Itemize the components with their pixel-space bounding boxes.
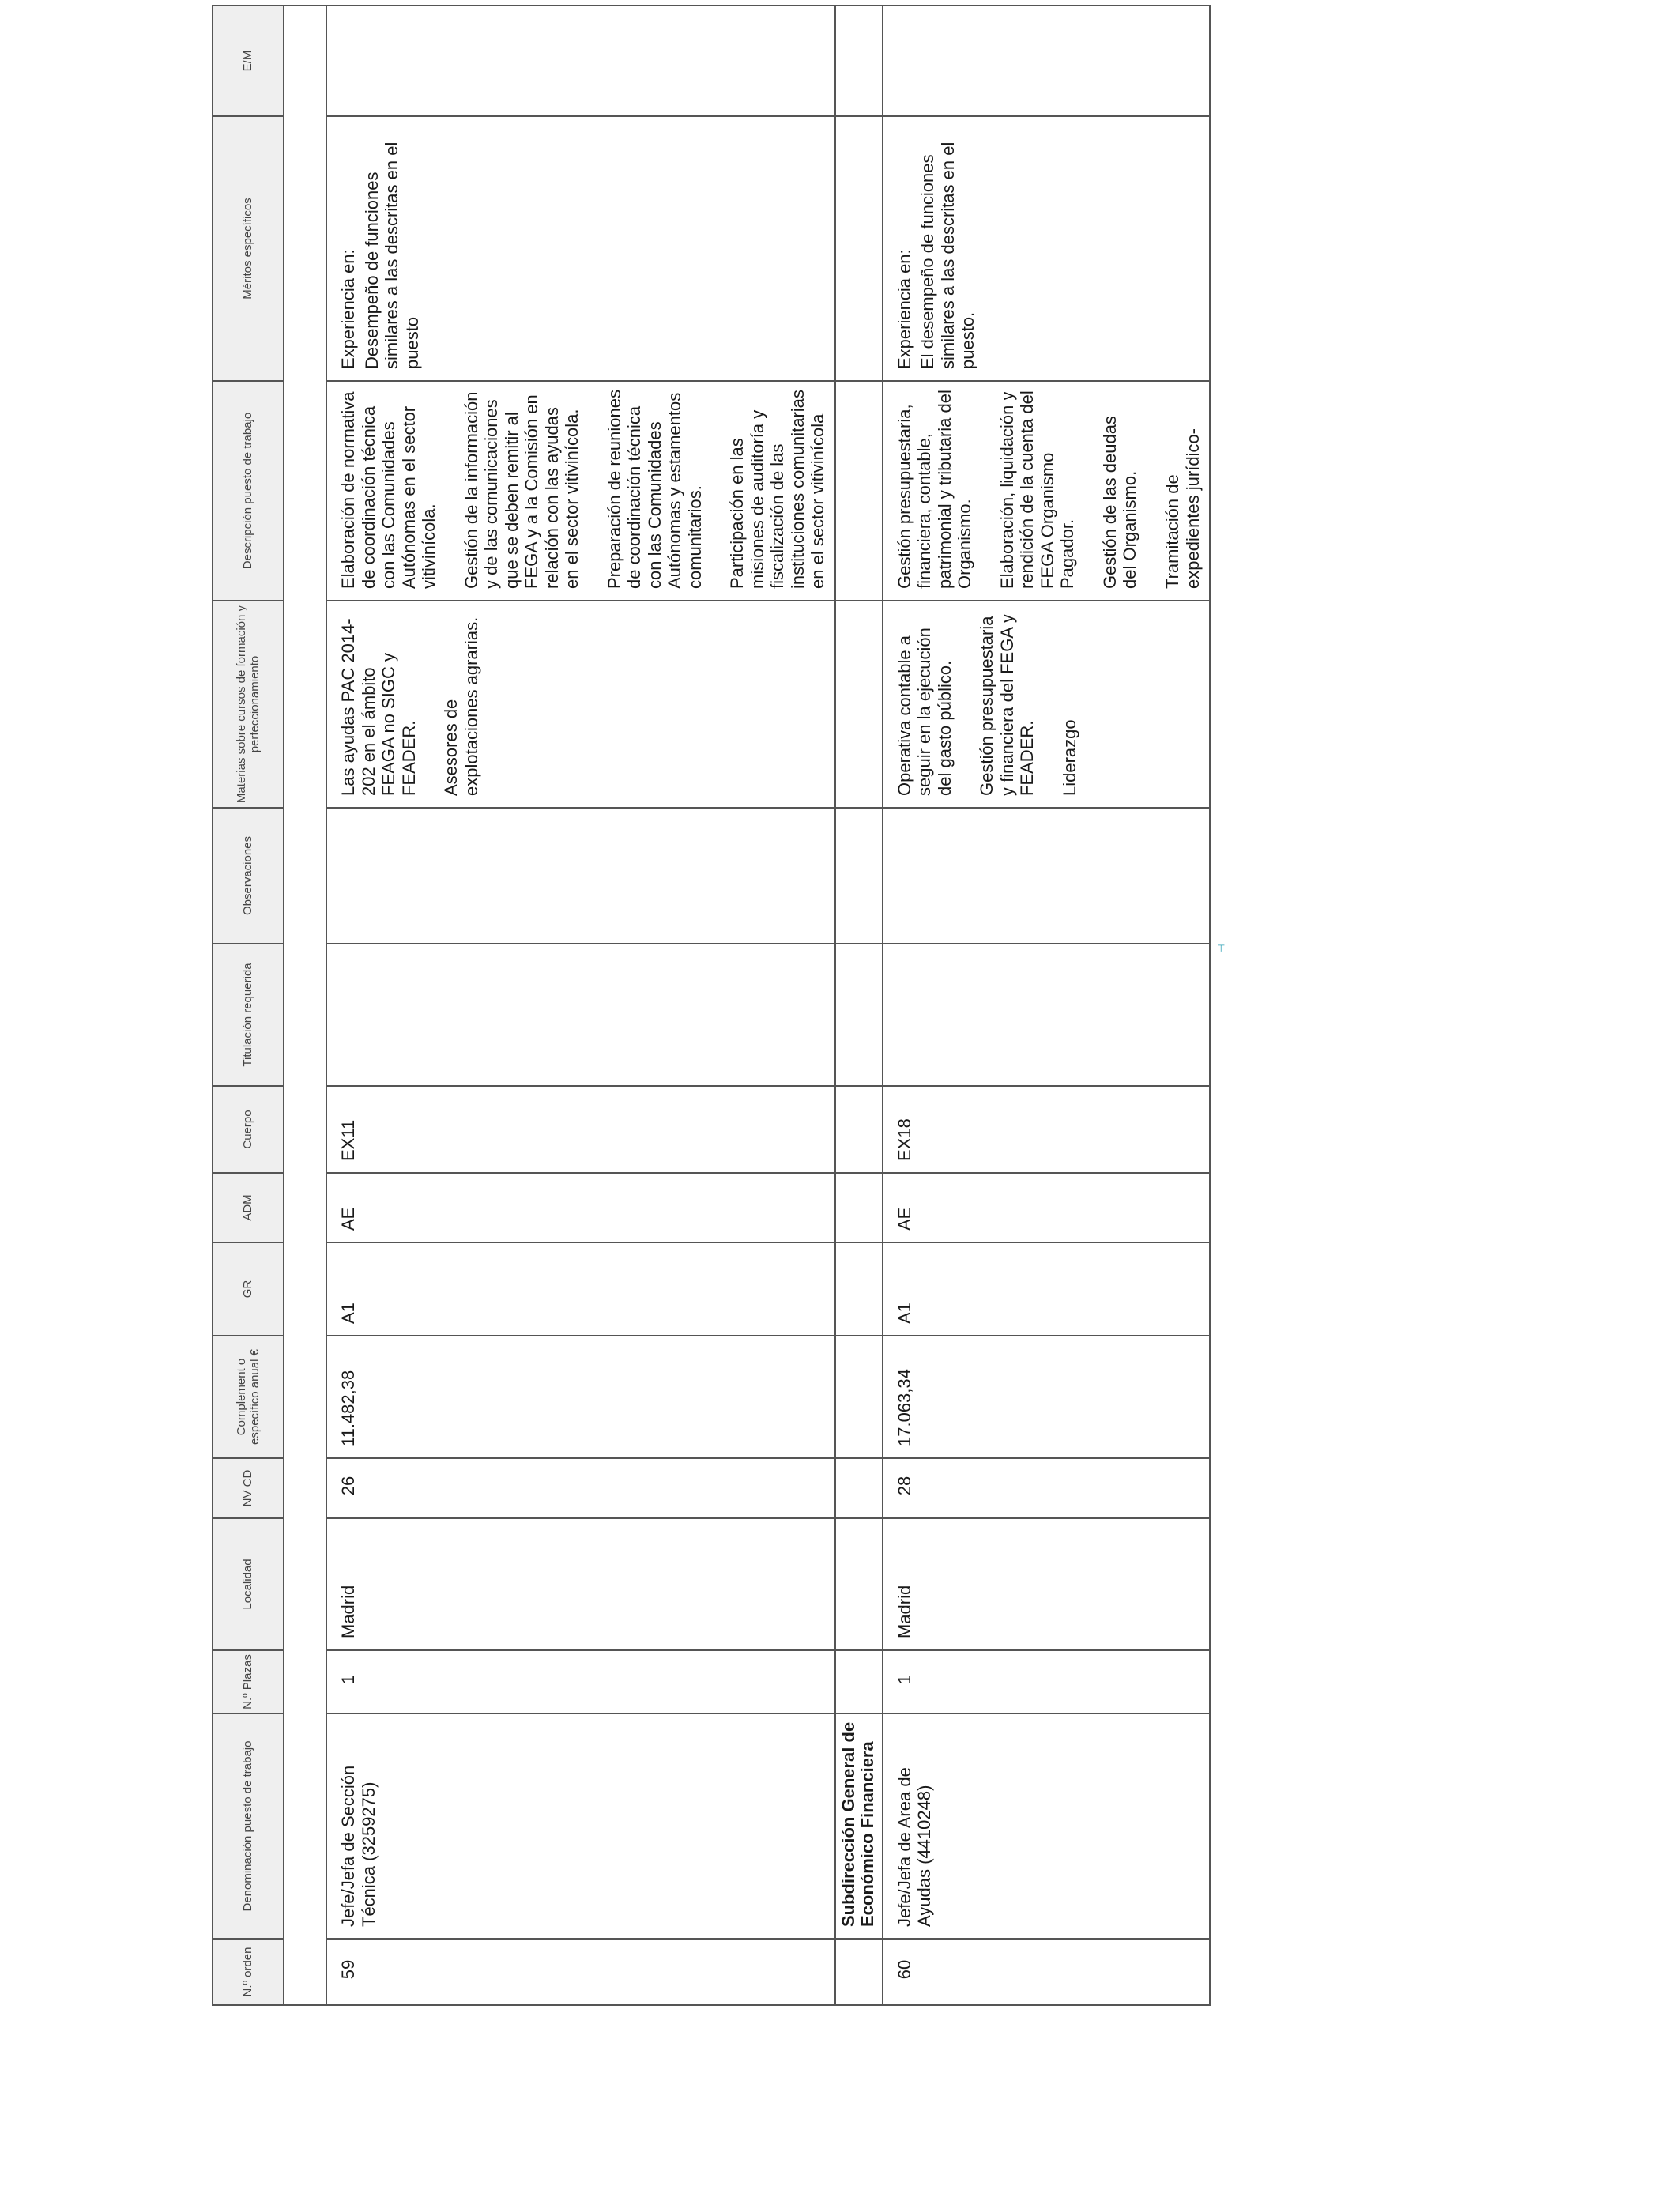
spacer-cell — [284, 6, 326, 2005]
cell-materias — [883, 601, 1210, 808]
table-row — [326, 6, 835, 2005]
materias-item: Las ayudas PAC 2014-202 en el ámbito FEAGA no SIGC y FEADER. — [338, 618, 419, 796]
cell-denominacion: Jefe/Jefa de Area de Ayudas (4410248) — [883, 1713, 1210, 1939]
cell-nvcd: 28 — [883, 1458, 1210, 1518]
cell-observaciones — [883, 808, 1210, 944]
header-observaciones: Observaciones — [213, 808, 284, 944]
section-empty-cell — [835, 1336, 883, 1458]
cell-em — [326, 6, 835, 116]
section-empty-cell — [835, 1650, 883, 1713]
cell-plazas: 1 — [883, 1650, 1210, 1713]
descripcion-item: Elaboración, liquidación y rendición de la cuenta del FEGA Organismo Pagador. — [996, 390, 1078, 589]
section-empty-cell — [835, 601, 883, 808]
header-meritos: Méritos específicos — [213, 116, 284, 381]
cell-orden: 60 — [883, 1939, 1210, 2005]
section-empty-cell — [835, 1086, 883, 1173]
scan-mark-icon: ⊤ — [1217, 943, 1226, 954]
header-localidad: Localidad — [213, 1518, 284, 1650]
header-gr: GR — [213, 1242, 284, 1336]
section-title-cell — [835, 1713, 883, 1939]
descripcion-item: Gestión de las deudas del Organismo. — [1099, 416, 1140, 589]
rotated-table-container — [212, 6, 1506, 2006]
cell-denominacion: Jefe/Jefa de Sección Técnica (3259275) — [326, 1713, 835, 1939]
cell-gr: A1 — [326, 1242, 835, 1336]
section-empty-cell — [835, 808, 883, 944]
section-empty-cell — [835, 1242, 883, 1336]
section-empty-cell — [835, 6, 883, 116]
cell-meritos — [883, 116, 1210, 381]
section-empty-cell — [835, 1518, 883, 1650]
section-empty-cell — [835, 1173, 883, 1242]
header-em: E/M — [213, 6, 284, 116]
job-positions-table — [212, 5, 1211, 2006]
section-empty-cell — [835, 944, 883, 1086]
cell-localidad: Madrid — [326, 1518, 835, 1650]
cell-titulacion — [326, 944, 835, 1086]
section-title: Subdirección General de Económico Financiera — [838, 1721, 878, 1927]
section-row — [835, 6, 883, 2005]
cell-titulacion — [883, 944, 1210, 1086]
table-row — [883, 6, 1210, 2005]
section-orden-cell — [835, 1939, 883, 2005]
descripcion-item: Gestión de la información y de las comunicaciones que se deben remitir al FEGA y a la Comisión en relación con las ayudas en el sector vitivinícola. — [461, 391, 582, 589]
meritos-heading: Experiencia en: — [894, 249, 914, 369]
cell-complemento: 11.482,38 — [326, 1336, 835, 1458]
cell-localidad: Madrid — [883, 1518, 1210, 1650]
materias-item: Liderazgo — [1059, 719, 1079, 796]
descripcion-item: Preparación de reuniones de coordinación técnica con las Comunidades Autónomas y estamentos comunitarios. — [604, 390, 705, 589]
header-complemento: Complement o específico anual € — [213, 1336, 284, 1458]
cell-meritos — [326, 116, 835, 381]
meritos-heading: Experiencia en: — [338, 249, 358, 369]
cell-plazas: 1 — [326, 1650, 835, 1713]
descripcion-item: Tramitación de expedientes jurídico- — [1162, 428, 1203, 589]
cell-orden: 59 — [326, 1939, 835, 2005]
section-empty-cell — [835, 1458, 883, 1518]
header-adm: ADM — [213, 1173, 284, 1242]
meritos-line: Desempeño de funciones similares a las descritas en el puesto — [361, 141, 422, 369]
materias-item: Operativa contable a seguir en la ejecución del gasto público. — [894, 628, 955, 796]
cell-cuerpo: EX11 — [326, 1086, 835, 1173]
header-plazas: N.º Plazas — [213, 1650, 284, 1713]
cell-adm: AE — [326, 1173, 835, 1242]
cell-cuerpo: EX18 — [883, 1086, 1210, 1173]
materias-item: Gestión presupuestaria y financiera del FEGA y FEADER. — [977, 614, 1038, 796]
cell-nvcd: 26 — [326, 1458, 835, 1518]
header-materias: Materias sobre cursos de formación y perfeccionamiento — [213, 601, 284, 808]
cell-descripcion — [326, 381, 835, 601]
materias-item: Asesores de explotaciones agrarias. — [441, 616, 481, 796]
cell-adm: AE — [883, 1173, 1210, 1242]
descripcion-item: Gestión presupuestaria, financiera, contable, patrimonial y tributaria del Organismo. — [894, 390, 975, 589]
header-nvcd: NV CD — [213, 1458, 284, 1518]
header-orden: N.º orden — [213, 1939, 284, 2005]
section-empty-cell — [835, 116, 883, 381]
header-cuerpo: Cuerpo — [213, 1086, 284, 1173]
header-descripcion: Descripción puesto de trabajo — [213, 381, 284, 601]
header-denominacion: Denominación puesto de trabajo — [213, 1713, 284, 1939]
header-titulacion: Titulación requerida — [213, 944, 284, 1086]
cell-materias — [326, 601, 835, 808]
spacer-row — [284, 6, 326, 2005]
cell-complemento: 17.063,34 — [883, 1336, 1210, 1458]
meritos-line: El desempeño de funciones similares a las descritas en el puesto. — [917, 141, 978, 369]
cell-em — [883, 6, 1210, 116]
descripcion-item: Elaboración de normativa de coordinación técnica con las Comunidades Autónomas en el sector vitivinícola. — [338, 391, 439, 589]
descripcion-item: Participación en las misiones de auditoría y fiscalización de las instituciones comunitarias en el sector vitivinícola — [727, 390, 828, 589]
cell-descripcion — [883, 381, 1210, 601]
cell-observaciones — [326, 808, 835, 944]
header-row — [213, 6, 284, 2005]
section-empty-cell — [835, 381, 883, 601]
cell-gr: A1 — [883, 1242, 1210, 1336]
